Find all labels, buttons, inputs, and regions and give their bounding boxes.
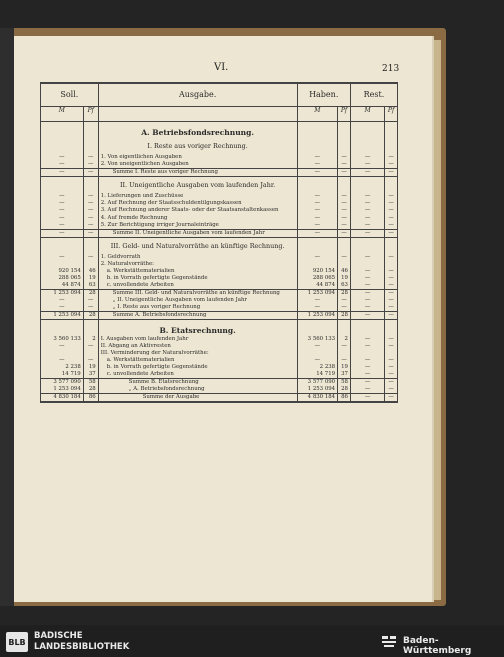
a3-sum: „ II. Uneigentliche Ausgaben vom laufenden Jahr — [98, 297, 297, 304]
a1-sum: Summe I. Reste aus voriger Rechnung — [98, 169, 297, 177]
page-number: 213 — [382, 64, 400, 74]
b-line: III. Verminderung der Naturalvorräthe: — [98, 350, 297, 357]
a1-line: 2. Von uneigentlichen Ausgaben — [98, 161, 297, 169]
a2-line: 4. Auf fremde Rechnung — [98, 215, 297, 222]
a2-sum: Summe II. Uneigentliche Ausgaben vom laufenden Jahr — [98, 229, 297, 237]
b-line: a. Werkstättematerialien — [98, 357, 297, 364]
blb-logo: BLB — [6, 632, 28, 652]
library-name: BADISCHE LANDESBIBLIOTHEK — [34, 631, 130, 652]
unit-mark: M — [350, 107, 384, 122]
a-total: Summe A. Betriebsfondsrechnung — [98, 312, 297, 320]
a3-sum: „ I. Reste aus voriger Rechnung — [98, 304, 297, 312]
b-line: c. unvollendete Arbeiten — [98, 371, 297, 379]
a2-line: 5. Zur Berichtigung irriger Journaleinträge — [98, 222, 297, 230]
a3-line: b. in Vorrath gefertigte Gegenstände — [98, 275, 297, 282]
b-sum: Summe B. Etatsrechnung — [98, 378, 297, 386]
a2-title: II. Uneigentliche Ausgaben vom laufenden Jahr. — [98, 177, 297, 194]
unit-mark: M — [41, 107, 84, 122]
page-edge — [434, 40, 441, 600]
a3-sum: Summe III. Geld- und Naturalvorräthe an künftige Rechnung — [98, 289, 297, 297]
b-line: b. in Vorrath gefertigte Gegenstände — [98, 364, 297, 371]
a2-line: 3. Auf Rechnung anderer Staats- oder der Staatsanstaltenkassen — [98, 207, 297, 214]
section-b-title: B. Etatsrechnung. — [98, 320, 297, 336]
ledger-table: Soll. Ausgabe. Haben. Rest. M Pf M Pf M Pf A. Betriebsfondsrechnung. I. Reste aus voriger Rechnung. — — 1. Von eigentlichen Ausgaben — — — — — — 2. Von uneigentlichen Ausgaben — — — — — — Summe I. Reste aus voriger Rechnung — — — — II. Uneigentliche Ausgaben vom laufenden Jahr. — — 1. Lieferungen und Zuschüsse — — — — — — 2. Auf Rechnung der Staatsschuldentilgungskassen — — — — — — 3. Auf Rechnung anderer Staats- oder der Staatsanstaltenkassen — — — — — — 4. Auf fremde Rechnung — — — — — — 5. Zur Berichtigung irriger Journaleinträge — — — — — — Summe II. Uneigentliche Ausgaben vom laufenden Jahr — — — — III. Geld- und Naturalvorräthe an künftige Rechnung. — — 1. Geldvorrath — — — — 2. Naturalvorräthe: 920 154 46 a. Werkstättematerialien 920 154 46 — — 288 065 19 b. in Vorrath gefertigte Gegenstände 288 065 19 — — 44 874 63 c. unvollendete Arbeiten 44 874 63 — — 1 253 094 28 Summe III. Geld- und Naturalvorräthe an künftige Rechnung 1 253 094 28 — — — — „ II. Uneigentliche Ausgaben vom laufenden Jahr — — — — — — „ I. Reste aus voriger Rechnung — — — — 1 253 094 28 Summe A. Betriebsfondsrechnung 1 253 094 28 — — B. Etatsrechnung. 3 560 133 2 I. Ausgaben vom laufenden Jahr 3 560 133 2 — — — — II. Abgang an Aktivresten — — — — III. Verminderung der Naturalvorräthe: — — a. Werkstättematerialien — — — — 2 238 19 b. in Vorrath gefertigte Gegenstände 2 238 19 — — 14 719 37 c. unvollendete Arbeiten 14 719 37 — — 3 577 090 58 Summe B. Etatsrechnung 3 577 090 58 — — 1 253 094 28 „ A. Betriebsfondsrechnung 1 253 094 28 — — 4 830 184 86 Summe der Ausgabe 4 830 184 86 — — — [40, 82, 398, 403]
a3-line: c. unvollendete Arbeiten — [98, 282, 297, 290]
a3-title: III. Geld- und Naturalvorräthe an künftige Rechnung. — [98, 237, 297, 254]
a1-line: 1. Von eigentlichen Ausgaben — [98, 154, 297, 161]
a2-line: 1. Lieferungen und Zuschüsse — [98, 193, 297, 200]
a3-line: a. Werkstättematerialien — [98, 268, 297, 275]
a3-line: 1. Geldvorrath — [98, 254, 297, 261]
col-rest: Rest. — [350, 83, 397, 107]
book-spine-shadow — [0, 28, 14, 606]
state-name: Baden-Württemberg — [403, 636, 472, 656]
unit-mark: M — [297, 107, 338, 122]
section-a-title: A. Betriebsfondsrechnung. — [98, 122, 297, 138]
b-sum: „ A. Betriebsfondsrechnung — [98, 386, 297, 394]
col-soll: Soll. — [41, 83, 99, 107]
a2-line: 2. Auf Rechnung der Staatsschuldentilgungskassen — [98, 200, 297, 207]
a1-title: I. Reste aus voriger Rechnung. — [98, 138, 297, 154]
b-line: I. Ausgaben vom laufenden Jahr — [98, 336, 297, 343]
section-heading: VI. — [214, 62, 229, 73]
amount-mark: 920 154 — [41, 268, 84, 275]
col-ausgabe: Ausgabe. — [98, 83, 297, 107]
grand-total: Summe der Ausgabe — [98, 393, 297, 402]
col-haben: Haben. — [297, 83, 350, 107]
unit-pf: Pf — [83, 107, 98, 122]
b-line: II. Abgang an Aktivresten — [98, 343, 297, 350]
unit-pf: Pf — [338, 107, 351, 122]
a3-line: 2. Naturalvorräthe: — [98, 261, 297, 268]
state-crest-icon — [380, 633, 398, 651]
unit-pf: Pf — [385, 107, 398, 122]
